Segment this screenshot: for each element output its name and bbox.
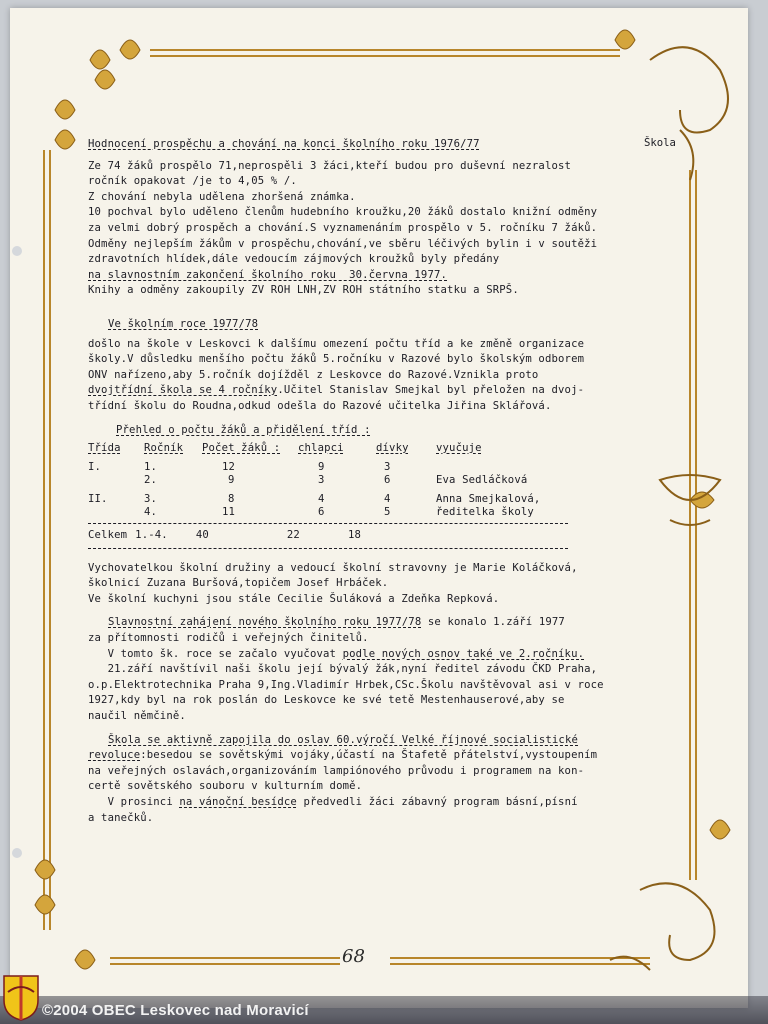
text-line bbox=[88, 795, 698, 811]
table-cell: 5 bbox=[384, 506, 391, 519]
text-line: Ze 74 žáků prospělo 71,neprospěli 3 žáci,kteří budou pro duševní nezralost bbox=[88, 159, 572, 172]
table-cell: 4 bbox=[318, 493, 325, 506]
table-cell: 6 bbox=[318, 506, 325, 519]
text-line: a tanečků. bbox=[88, 811, 154, 824]
table-header: Třída bbox=[88, 442, 121, 455]
table-divider bbox=[88, 548, 568, 549]
table-header: vyučuje bbox=[436, 442, 482, 455]
text-line: došlo na škole v Leskovci k dalšímu omezení počtu tříd a ke změně organizace bbox=[88, 337, 585, 350]
table-divider bbox=[88, 523, 568, 524]
total-girls: 18 bbox=[347, 529, 361, 542]
text-line: za přítomnosti rodičů i veřejných činitelů. bbox=[88, 632, 369, 645]
text-span: se konalo 1.září 1977 bbox=[421, 616, 565, 629]
section-title: Hodnocení prospěchu a chování na konci školního roku 1976/77 bbox=[88, 138, 480, 150]
text-line: školy.V důsledku menšího počtu žáků 5.ročníku v Razové bylo školským odborem bbox=[88, 353, 585, 366]
table-header: chlapci bbox=[298, 442, 344, 455]
section-title: Ve školním roce 1977/78 bbox=[108, 317, 259, 330]
table-cell: 4. bbox=[144, 506, 158, 519]
table-header: Počet žáků : bbox=[202, 442, 281, 455]
table-header: dívky bbox=[376, 442, 409, 455]
table-cell: 6 bbox=[384, 474, 391, 487]
text-line: Knihy a odměny zakoupily ZV ROH LNH,ZV ROH státního statku a SRPŠ. bbox=[88, 284, 519, 297]
corner-text: Škola bbox=[644, 137, 676, 149]
table-cell: 12 bbox=[222, 461, 236, 474]
text-span: V tomto šk. roce se začalo vyučovat bbox=[88, 647, 343, 660]
text-line: o.p.Elektrotechnika Praha 9,Ing.Vladimír Hrbek,CSc.Školu navštěvoval asi v roce bbox=[88, 678, 604, 691]
total-label: Celkem bbox=[88, 529, 128, 542]
text-underlined: dvojtřídní škola se 4 ročníky bbox=[88, 384, 278, 397]
page-number: 68 bbox=[342, 946, 365, 967]
text-line: 21.září navštívil naši školu její bývalý žák,nyní ředitel závodu ČKD Praha, bbox=[88, 663, 598, 676]
text-line: Ve školní kuchyni jsou stále Cecilie Šuláková a Zdeňka Repková. bbox=[88, 592, 500, 605]
text-line: třídní školu do Roudna,odkud odešla do Razové učitelka Jiřina Sklářová. bbox=[88, 399, 552, 412]
text-line bbox=[88, 748, 698, 764]
text-line: na veřejných oslavách,organizováním lampiónového průvodu i programem na kon- bbox=[88, 764, 585, 777]
table-row bbox=[88, 487, 540, 506]
text-span: V prosinci bbox=[88, 796, 180, 808]
table-cell: Eva Sedláčková bbox=[436, 474, 528, 487]
text-line: Odměny nejlepším žákům v prospěchu,chování,ve sběru léčivých bylin i v soutěži bbox=[88, 237, 598, 250]
table-cell: 9 bbox=[228, 474, 235, 487]
table-cell: Anna Smejkalová, bbox=[436, 493, 541, 506]
text-line: školnicí Zuzana Buršová,topičem Josef Hrbáček. bbox=[88, 577, 389, 590]
table-title: Přehled o počtu žáků a přidělení tříd : bbox=[116, 423, 371, 436]
table-cell: 3. bbox=[144, 493, 158, 506]
table-row bbox=[88, 461, 540, 474]
table-cell bbox=[436, 461, 540, 474]
table-cell bbox=[88, 506, 144, 519]
text-line: Z chování nebyla udělena zhoršená známka. bbox=[88, 190, 356, 203]
table-total-row bbox=[88, 528, 698, 544]
table-cell: 11 bbox=[222, 506, 236, 519]
table-cell: ředitelka školy bbox=[436, 506, 534, 519]
table-header: Ročník bbox=[144, 442, 184, 455]
text-underlined: na vánoční besídce bbox=[179, 796, 297, 808]
total-count: 40 bbox=[195, 529, 209, 542]
document-text bbox=[88, 137, 698, 826]
text-line: ročník opakovat /je to 4,05 % /. bbox=[88, 175, 297, 188]
table-cell bbox=[88, 474, 144, 487]
table-cell: 9 bbox=[318, 461, 325, 474]
text-underlined: revoluce bbox=[88, 749, 141, 762]
table-cell: I. bbox=[88, 461, 102, 474]
text-line-underlined: na slavnostním zakončení školního roku 30.června 1977. bbox=[88, 268, 448, 281]
table-row bbox=[88, 506, 540, 519]
text-underlined: podle nových osnov také ve 2.ročníku. bbox=[342, 647, 585, 660]
table-row bbox=[88, 474, 540, 487]
table-cell: 8 bbox=[228, 493, 235, 506]
table-cell: 2. bbox=[144, 474, 158, 487]
total-boys: 22 bbox=[286, 529, 300, 542]
text-underlined: Slavnostní zahájení nového školního roku 1977/78 bbox=[108, 616, 422, 629]
table-cell: 3 bbox=[384, 461, 391, 474]
table-cell: 4 bbox=[384, 493, 391, 506]
footer-copyright: ©2004 OBEC Leskovec nad Moravicí bbox=[42, 1002, 309, 1019]
class-overview-table bbox=[88, 442, 540, 519]
text-line: za velmi dobrý prospěch a chování.S vyznamenáním prospělo v 5. ročníku 7 žáků. bbox=[88, 221, 598, 234]
text-line bbox=[88, 615, 698, 631]
text-line: zdravotních hlídek,dále vedoucím zájmových kroužků byly předány bbox=[88, 253, 500, 266]
text-line bbox=[88, 383, 698, 399]
text-line: naučil němčině. bbox=[88, 710, 186, 723]
text-span: .Učitel Stanislav Smejkal byl přeložen na dvoj- bbox=[277, 384, 585, 397]
text-line: Vychovatelkou školní družiny a vedoucí školní stravovny je Marie Koláčková, bbox=[88, 561, 578, 574]
text-line: 10 pochval bylo uděleno členům hudebního kroužku,20 žáků dostalo knižní odměny bbox=[88, 206, 598, 219]
table-cell: II. bbox=[88, 493, 108, 506]
total-range: 1.-4. bbox=[135, 529, 168, 542]
coat-of-arms-icon bbox=[2, 972, 40, 1022]
text-span: :besedou se sovětskými vojáky,účastí na Štafetě přátelství,vystoupením bbox=[140, 749, 598, 762]
text-line: 1927,kdy byl na rok poslán do Leskovce ke své tetě Mestenhauserové,aby se bbox=[88, 694, 565, 707]
text-span: předvedli žáci zábavný program básní,písní bbox=[296, 796, 578, 808]
text-line: certě sovětského souboru v kulturním domě. bbox=[88, 780, 363, 793]
table-header-row bbox=[88, 442, 540, 461]
text-line bbox=[88, 647, 698, 663]
table-cell: 3 bbox=[318, 474, 325, 487]
table-cell: 1. bbox=[144, 461, 158, 474]
text-line: ONV nařízeno,aby 5.ročník dojížděl z Leskovce do Razové.Vznikla proto bbox=[88, 368, 539, 381]
text-line-underlined: Škola se aktivně zapojila do oslav 60.výročí Velké říjnové socialistické bbox=[108, 733, 579, 746]
